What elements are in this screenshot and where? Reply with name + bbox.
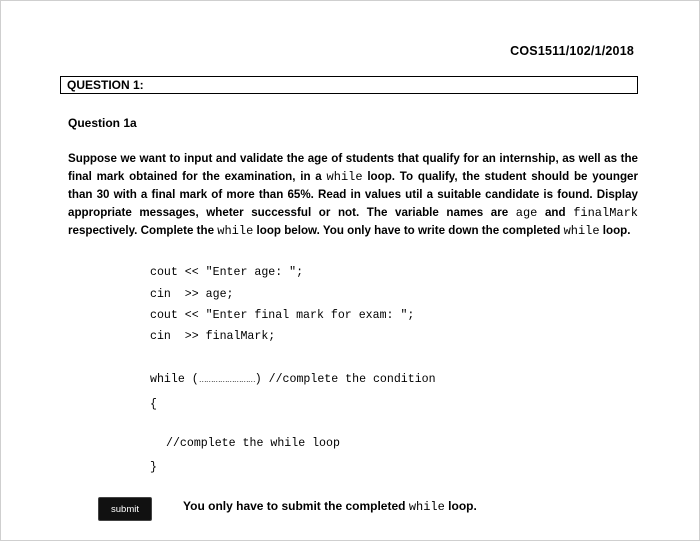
code-line-cout-age: cout << "Enter age: ";	[150, 266, 304, 279]
inline-code-while-1: while	[326, 169, 363, 184]
question-heading-box	[60, 76, 638, 94]
para-text-1: Suppose we want to input and validate the age of students that qualify for an internship, as well as the final mark obtained for the examination, in a	[68, 152, 638, 183]
code-open-brace: {	[150, 398, 157, 411]
para-text-6: loop.	[599, 224, 631, 237]
code-line-while	[150, 373, 436, 387]
code-line-cout-mark: cout << "Enter final mark for exam: ";	[150, 309, 415, 322]
code-line-cin-mark: cin >> finalMark;	[150, 330, 276, 343]
code-close-brace: }	[150, 461, 157, 474]
while-keyword: while (	[150, 373, 199, 386]
while-condition-blank: ……………………	[198, 375, 255, 384]
para-text-2: loop. To qualify, the student should be younger than 30 with a final mark of more than 65%. Read in values util a suitable candidate is found. Display appropriate messages, wheter successful or not. The variable names are	[68, 169, 639, 219]
code-line-cin-age: cin >> age;	[150, 288, 234, 301]
submit-button[interactable]: submit	[98, 497, 152, 521]
question-title: QUESTION 1:	[67, 78, 144, 92]
inline-code-finalmark: finalMark	[573, 205, 638, 220]
while-comment: ) //complete the condition	[254, 373, 436, 386]
submit-note	[183, 499, 477, 514]
submit-note-text-1: You only have to submit the completed	[183, 499, 409, 513]
para-text-4: respectively. Complete the	[68, 224, 218, 237]
submit-note-text-2: loop.	[444, 499, 477, 513]
sub-question-title: Question 1a	[68, 116, 137, 130]
document-code-ref: COS1511/102/1/2018	[510, 44, 634, 58]
inline-code-while-3: while	[563, 224, 600, 238]
para-text-3: and	[537, 205, 574, 219]
para-text-5: loop below. You only have to write down the completed	[253, 224, 564, 237]
question-paragraph	[68, 150, 638, 241]
inline-code-while-2: while	[217, 224, 254, 238]
code-body-comment: //complete the while loop	[166, 437, 340, 450]
submit-note-code: while	[408, 500, 445, 514]
inline-code-age: age	[515, 205, 538, 220]
